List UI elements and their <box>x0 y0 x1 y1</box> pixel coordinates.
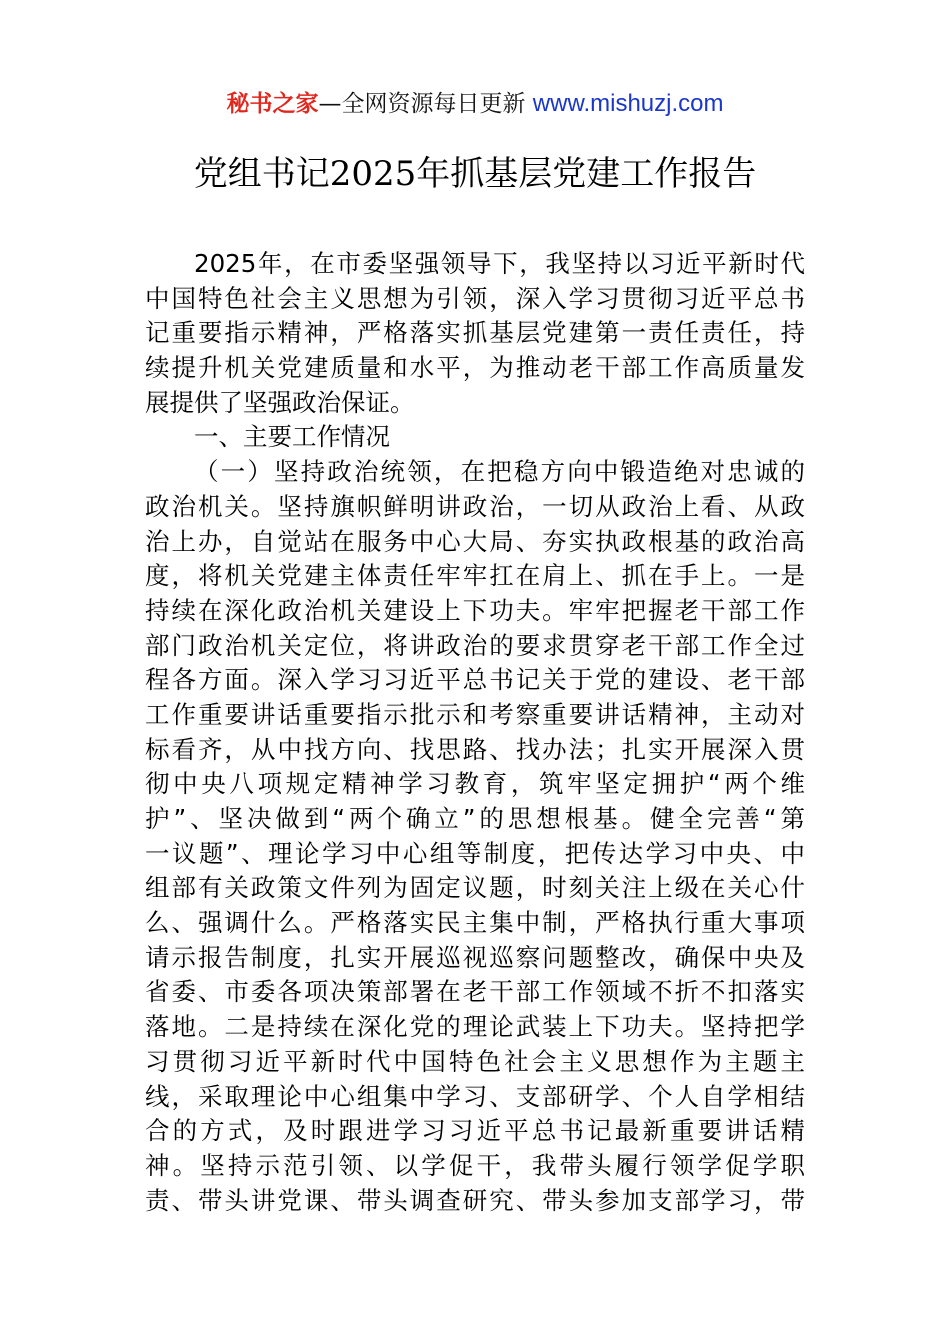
paragraph-line: 彻中央八项规定精神学习教育，筑牢坚定拥护“两个维 <box>145 769 805 799</box>
paragraph-line: 线，采取理论中心组集中学习、支部研学、个人自学相结 <box>145 1081 805 1111</box>
paragraph-line: （一）坚持政治统领，在把稳方向中锻造绝对忠诚的 <box>194 457 805 487</box>
paragraph-line: 责、带头讲党课、带头调查研究、带头参加支部学习，带 <box>145 1185 805 1215</box>
document-body <box>145 247 805 1218</box>
paragraph-line: 合的方式，及时跟进学习习近平总书记最新重要讲话精 <box>145 1116 805 1146</box>
site-url-link[interactable]: www.mishuzj.com <box>532 90 724 117</box>
paragraph-line: 部门政治机关定位，将讲政治的要求贯穿老干部工作全过 <box>145 630 805 660</box>
site-tagline: —全网资源每日更新 <box>318 91 526 117</box>
paragraph-line: 工作重要讲话重要指示批示和考察重要讲话精神，主动对 <box>145 699 805 729</box>
paragraph-line: 政治机关。坚持旗帜鲜明讲政治，一切从政治上看、从政 <box>145 491 805 521</box>
paragraph-line: 么、强调什么。严格落实民主集中制，严格执行重大事项 <box>145 908 805 938</box>
paragraph-line: 标看齐，从中找方向、找思路、找办法；扎实开展深入贯 <box>145 734 805 764</box>
paragraph-line: 一议题”、理论学习中心组等制度，把传达学习中央、中 <box>145 838 805 868</box>
paragraph-line: 一、主要工作情况 <box>194 422 390 452</box>
document-title: 党组书记2025年抓基层党建工作报告 <box>193 154 757 194</box>
paragraph-line: 度，将机关党建主体责任牢牢扛在肩上、抓在手上。一是 <box>145 561 805 591</box>
paragraph-line: 续提升机关党建质量和水平，为推动老干部工作高质量发 <box>145 353 805 383</box>
paragraph-line: 中国特色社会主义思想为引领，深入学习贯彻习近平总书 <box>145 283 805 313</box>
paragraph-line: 落地。二是持续在深化党的理论武装上下功夫。坚持把学 <box>145 1012 805 1042</box>
paragraph-line: 持续在深化政治机关建设上下功夫。牢牢把握老干部工作 <box>145 595 805 625</box>
paragraph-line: 请示报告制度，扎实开展巡视巡察问题整改，确保中央及 <box>145 942 805 972</box>
paragraph-line: 记重要指示精神，严格落实抓基层党建第一责任责任，持 <box>145 318 805 348</box>
paragraph-line: 组部有关政策文件列为固定议题，时刻关注上级在关心什 <box>145 873 805 903</box>
paragraph-line: 展提供了坚强政治保证。 <box>145 387 415 417</box>
paragraph-line: 2025年，在市委坚强领导下，我坚持以习近平新时代 <box>194 249 805 278</box>
paragraph-line: 治上办，自觉站在服务中心大局、夯实执政根基的政治高 <box>145 526 805 556</box>
paragraph-line: 习贯彻习近平新时代中国特色社会主义思想作为主题主 <box>145 1046 805 1076</box>
paragraph-line: 程各方面。深入学习习近平总书记关于党的建设、老干部 <box>145 665 805 695</box>
site-header <box>0 88 950 120</box>
paragraph-line: 神。坚持示范引领、以学促干，我带头履行领学促学职 <box>145 1150 805 1180</box>
paragraph-line: 省委、市委各项决策部署在老干部工作领域不折不扣落实 <box>145 977 805 1007</box>
site-brand: 秘书之家 <box>226 91 319 117</box>
paragraph-line: 护”、坚决做到“两个确立”的思想根基。健全完善“第 <box>145 804 805 833</box>
